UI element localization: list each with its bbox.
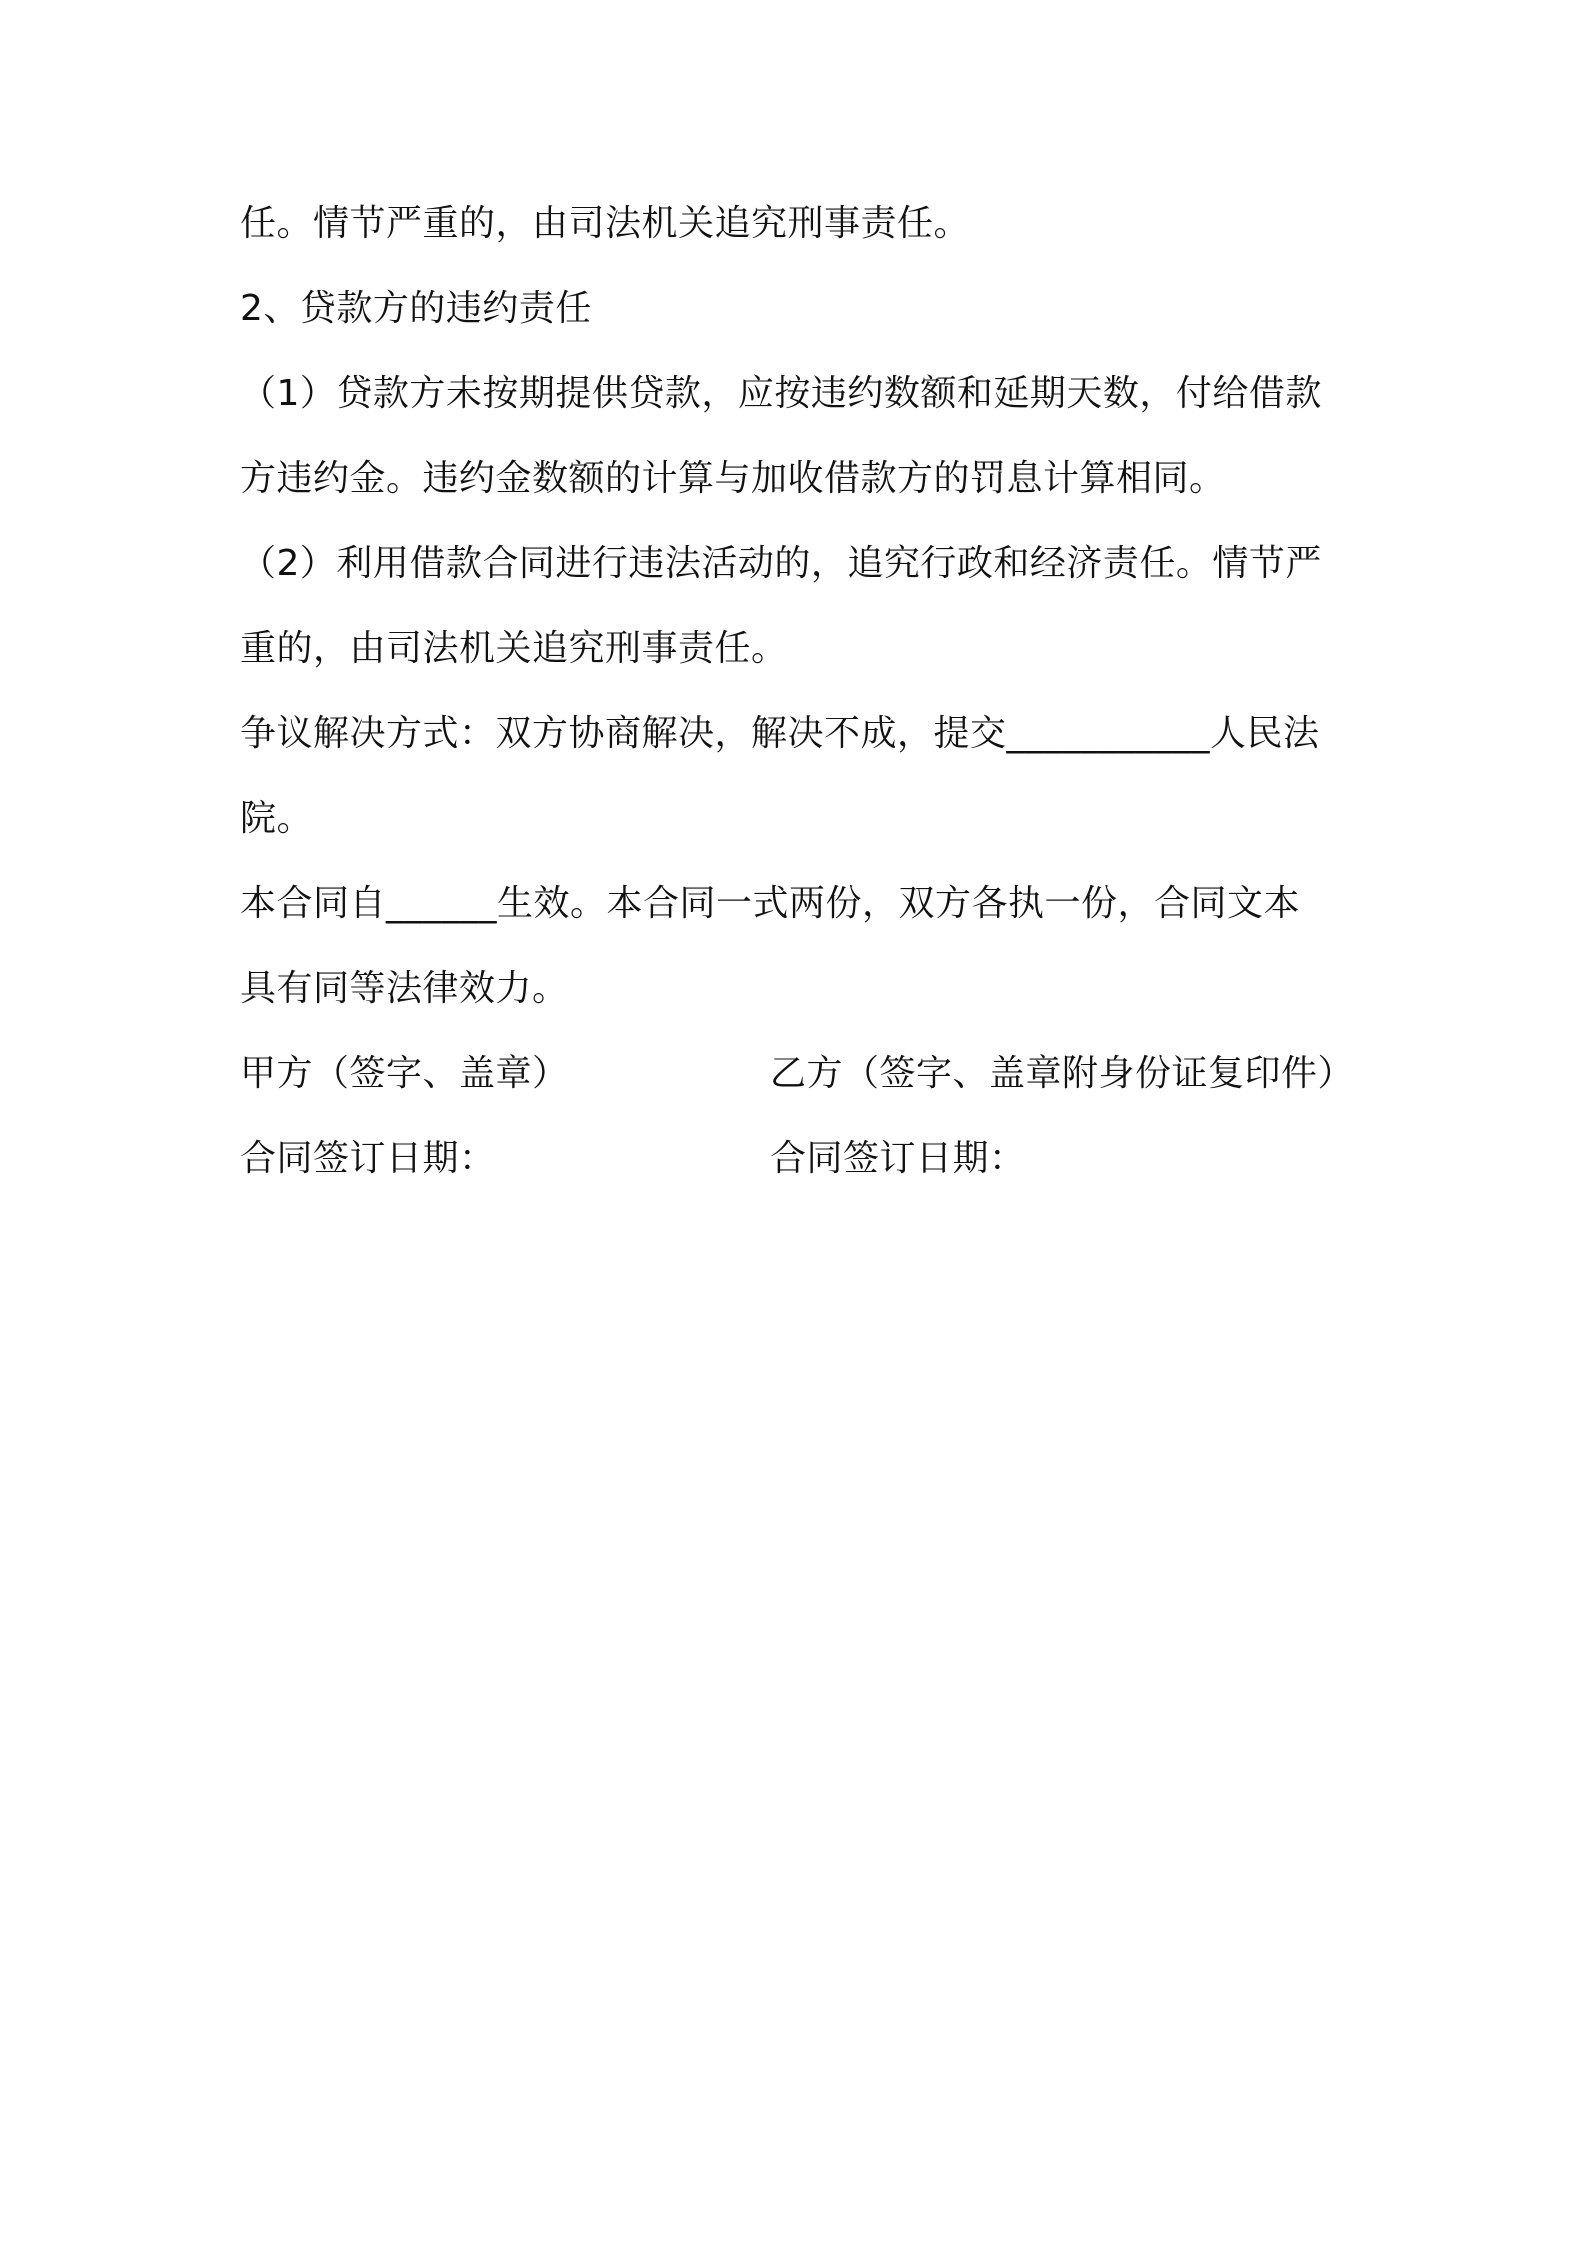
paragraph-line-6: 重的，由司法机关追究刑事责任。: [240, 628, 788, 669]
party-a-signature-label: 甲方（签字、盖章）: [240, 1053, 569, 1094]
paragraph-line-3: （1）贷款方未按期提供贷款，应按违约数额和延期天数，付给借款: [240, 373, 1322, 414]
paragraph-line-5: （2）利用借款合同进行违法活动的，追究行政和经济责任。情节严: [240, 543, 1322, 584]
party-b-signature-label: 乙方（签字、盖章附身份证复印件）: [770, 1053, 1355, 1094]
paragraph-line-4: 方违约金。违约金数额的计算与加收借款方的罚息计算相同。: [240, 458, 1226, 499]
dispute-resolution-line-end: 院。: [240, 798, 314, 839]
effective-clause-line-end: 具有同等法律效力。: [240, 968, 569, 1009]
dispute-resolution-line: 争议解决方式：双方协商解决，解决不成，提交___________人民法: [240, 713, 1320, 754]
section-heading-lender-liability: 2、贷款方的违约责任: [240, 288, 592, 329]
party-b-sign-date-label: 合同签订日期：: [770, 1138, 1026, 1179]
effective-clause-line: 本合同自______生效。本合同一式两份，双方各执一份，合同文本: [240, 883, 1301, 924]
paragraph-line-1: 任。情节严重的，由司法机关追究刑事责任。: [240, 203, 971, 244]
party-a-sign-date-label: 合同签订日期：: [240, 1138, 496, 1179]
